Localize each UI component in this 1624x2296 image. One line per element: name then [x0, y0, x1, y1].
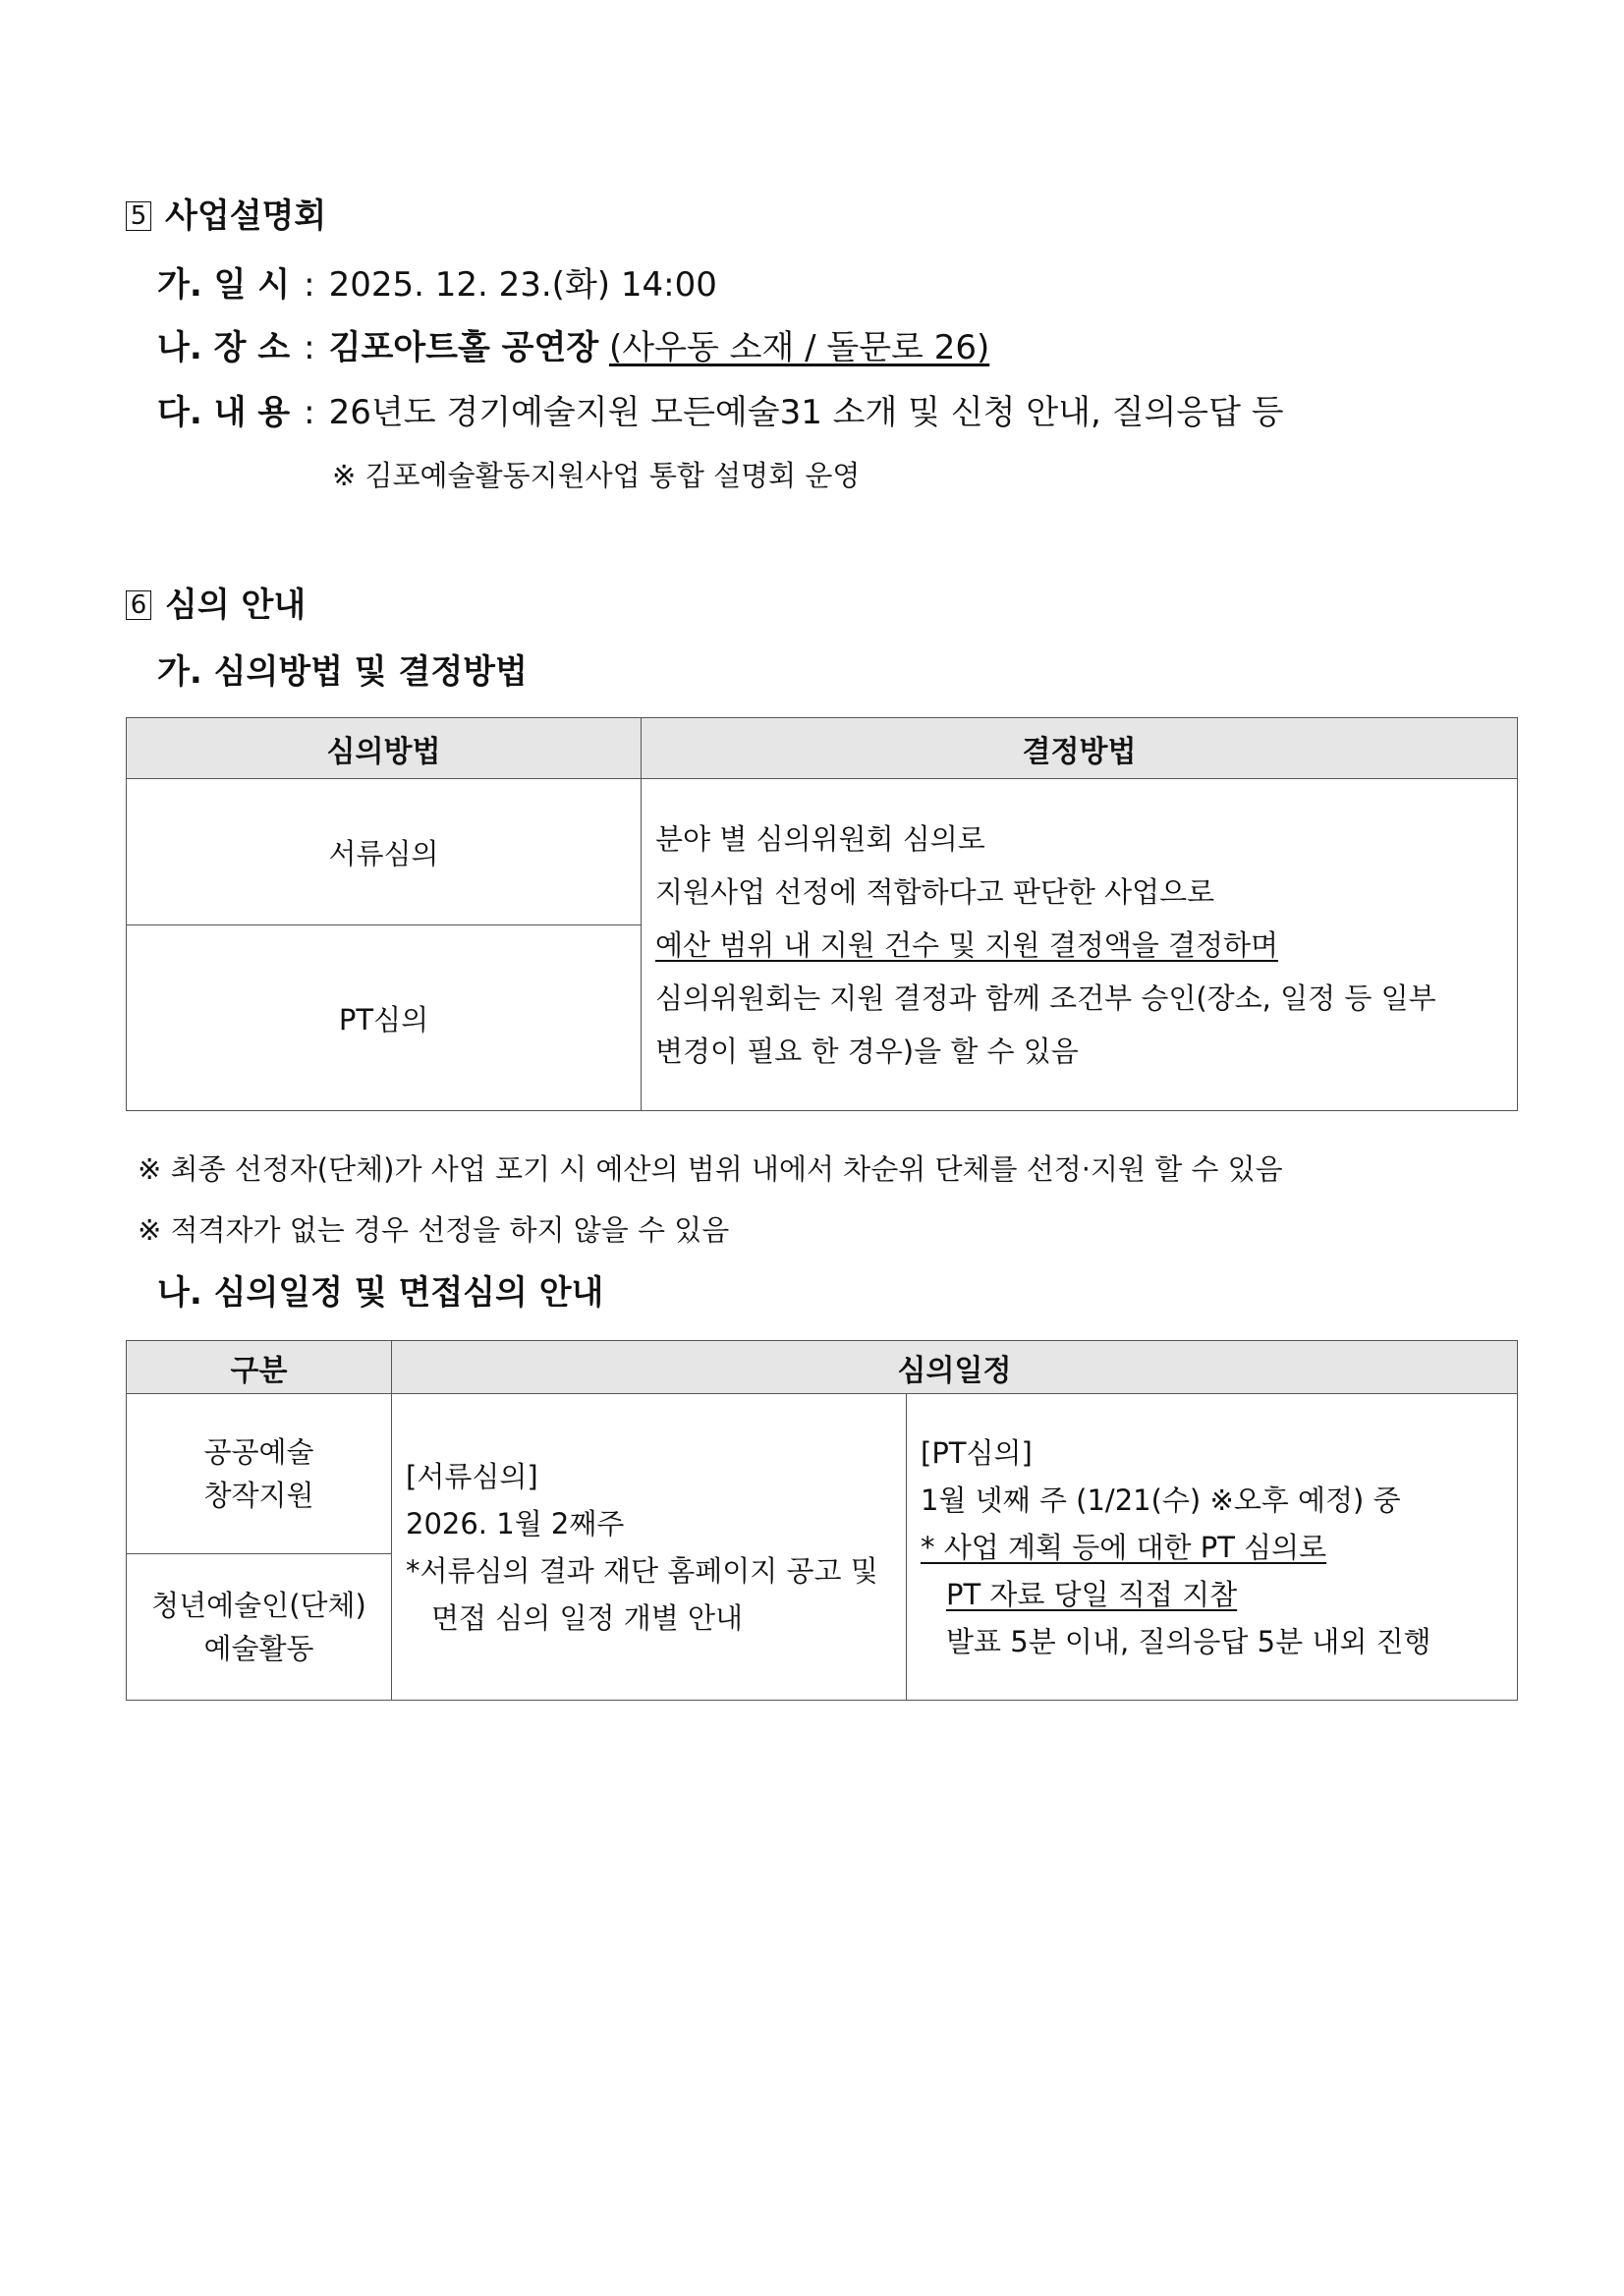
- section-6-note: ※ 최종 선정자(단체)가 사업 포기 시 예산의 범위 내에서 차순위 단체를 선정·지원 할 수 있음: [138, 1152, 1283, 1186]
- decision-line: 심의위원회는 지원 결정과 함께 조건부 승인(장소, 일정 등 일부: [655, 980, 1436, 1015]
- section-5-note: ※ 김포예술활동지원사업 통합 설명회 운영: [332, 459, 861, 492]
- review-note: 면접 심의 일정 개별 안내: [431, 1600, 744, 1635]
- section-6-heading: [126, 578, 306, 626]
- decision-cell: [642, 779, 1518, 1111]
- row-label: 가. 일 시: [157, 265, 291, 305]
- venue-address: (사우동 소재 / 돌문로 26): [609, 328, 990, 367]
- decision-line: 변경이 필요 한 경우)을 할 수 있음: [655, 1034, 1079, 1068]
- table-header: 구분: [127, 1341, 392, 1394]
- review-note: PT 자료 당일 직접 지참: [946, 1577, 1238, 1611]
- category-line: 창작지원: [203, 1479, 314, 1512]
- document-review-cell: [392, 1394, 907, 1701]
- review-title: [서류심의]: [406, 1459, 538, 1493]
- row-label: 다. 내 용: [157, 393, 291, 432]
- table-header: 결정방법: [642, 718, 1518, 779]
- venue-name: 김포아트홀 공연장: [328, 328, 599, 367]
- decision-line: 분야 별 심의위원회 심의로: [655, 821, 985, 856]
- category-cell: [127, 1394, 392, 1554]
- row-label: 나. 장 소: [157, 328, 291, 367]
- row-value: 26년도 경기예술지원 모든예술31 소개 및 신청 안내, 질의응답 등: [328, 393, 1284, 432]
- schedule-date-row: 가. 일 시 : 2025. 12. 23.(화) 14:00: [157, 265, 717, 305]
- review-note: 발표 5분 이내, 질의응답 5분 내외 진행: [946, 1624, 1431, 1658]
- review-note: *서류심의 결과 재단 홈페이지 공고 및: [406, 1553, 878, 1588]
- method-cell: PT심의: [127, 925, 642, 1111]
- section-title: 심의 안내: [165, 586, 307, 625]
- category-line: 공공예술: [203, 1435, 314, 1469]
- section-6-note: ※ 적격자가 없는 경우 선정을 하지 않을 수 있음: [138, 1213, 730, 1247]
- review-note: * 사업 계획 등에 대한 PT 심의로: [921, 1530, 1327, 1564]
- review-schedule-table: [126, 1340, 1518, 1701]
- schedule-venue-row: 나. 장 소 : 김포아트홀 공연장 (사우동 소재 / 돌문로 26): [157, 328, 990, 367]
- section-title: 사업설명회: [165, 196, 327, 236]
- schedule-content-row: 다. 내 용 : 26년도 경기예술지원 모든예술31 소개 및 신청 안내, 질의응답 등: [157, 393, 1284, 432]
- decision-line: 지원사업 선정에 적합하다고 판단한 사업으로: [655, 874, 1215, 909]
- section-number-box: 5: [126, 201, 151, 231]
- category-line: 청년예술인(단체): [151, 1589, 366, 1622]
- review-date: 2026. 1월 2째주: [406, 1506, 625, 1540]
- method-cell: 서류심의: [127, 779, 642, 925]
- review-title: [PT심의]: [921, 1435, 1033, 1470]
- subsection-b-title: 나. 심의일정 및 면접심의 안내: [157, 1273, 604, 1313]
- pt-review-cell: [907, 1394, 1518, 1701]
- review-date: 1월 넷째 주 (1/21(수) ※오후 예정) 중: [921, 1483, 1401, 1517]
- row-value: 2025. 12. 23.(화) 14:00: [328, 265, 717, 305]
- decision-line: 예산 범위 내 지원 건수 및 지원 결정액을 결정하며: [655, 927, 1279, 962]
- table-header: 심의방법: [127, 718, 642, 779]
- section-5-heading: [126, 189, 326, 237]
- table-header: 심의일정: [392, 1341, 1518, 1394]
- section-number-box: 6: [126, 590, 151, 620]
- review-method-table: [126, 717, 1518, 1111]
- category-cell: [127, 1554, 392, 1701]
- subsection-a-title: 가. 심의방법 및 결정방법: [157, 652, 528, 692]
- category-line: 예술활동: [203, 1632, 314, 1665]
